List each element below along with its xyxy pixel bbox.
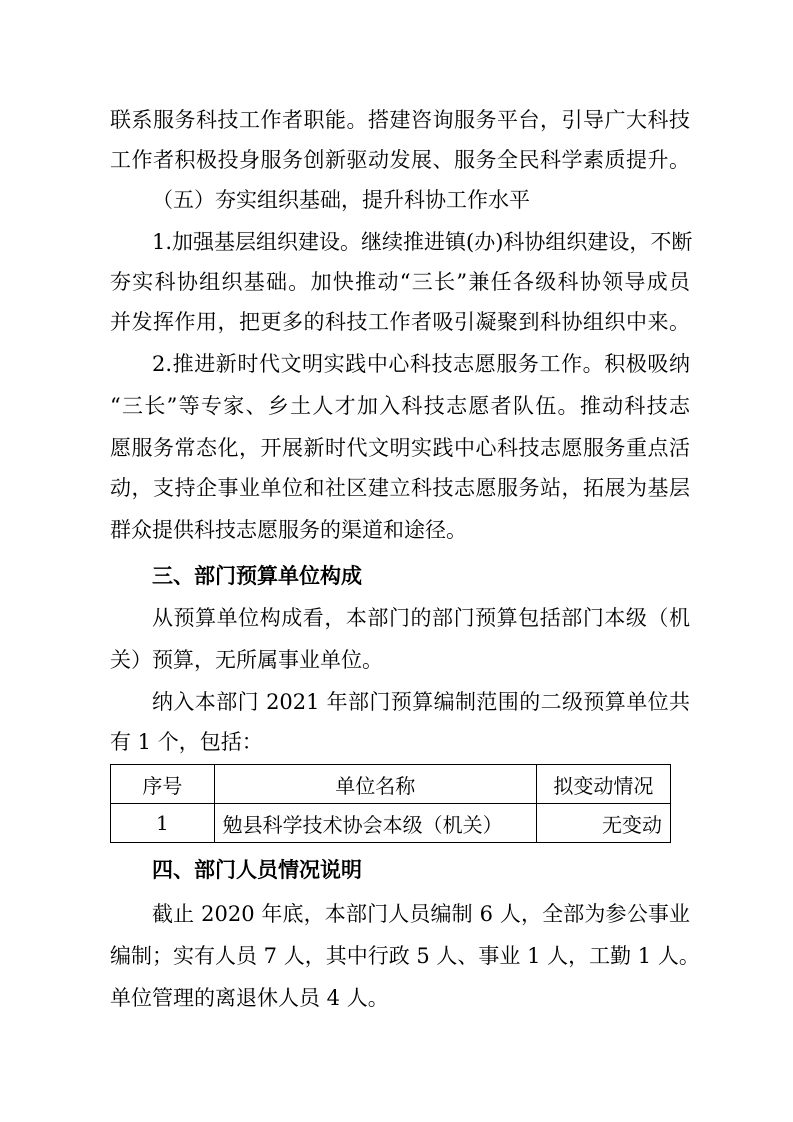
table-header-cell: 单位名称 [214,765,536,804]
budget-units-table [110,764,671,843]
table-cell: 1 [111,804,215,843]
paragraph-line: 单位管理的离退休人员 4 人。 [110,986,389,1010]
paragraph-line: 关）预算，无所属事业单位。 [110,648,383,672]
section-three-heading: 三、部门预算单位构成 [152,564,362,588]
paragraph-line: 编制；实有人员 7 人，其中行政 5 人、事业 1 人，工勤 1 人。 [110,944,700,968]
table-cell: 无变动 [536,804,670,843]
paragraph-line: 联系服务科技工作者职能。搭建咨询服务平台，引导广大科技 [110,108,690,132]
paragraph-line: “三长”等专家、乡土人才加入科技志愿者队伍。推动科技志 [110,394,690,418]
paragraph-line: 有 1 个，包括： [110,730,263,754]
paragraph-line: 工作者积极投身服务创新驱动发展、服务全民科学素质提升。 [110,148,690,172]
paragraph-line: 并发挥作用，把更多的科技工作者吸引凝聚到科协组织中来。 [110,310,690,334]
paragraph-line: 从预算单位构成看，本部门的部门预算包括部门本级（机 [152,606,690,630]
subheading-five: （五）夯实组织基础，提升科协工作水平 [152,188,530,212]
paragraph-line: 群众提供科技志愿服务的渠道和途径。 [110,518,467,542]
paragraph-line: 夯实科协组织基础。加快推动“三长”兼任各级科协领导成员 [110,270,690,294]
section-four-heading: 四、部门人员情况说明 [152,858,362,882]
paragraph-line: 截止 2020 年底，本部门人员编制 6 人，全部为参公事业 [152,902,690,926]
table-row [111,804,671,843]
paragraph-line: 1.加强基层组织建设。继续推进镇(办)科协组织建设，不断 [152,230,693,254]
table-header-cell: 拟变动情况 [536,765,670,804]
paragraph-line: 纳入本部门 2021 年部门预算编制范围的二级预算单位共 [152,690,690,714]
paragraph-line: 愿服务常态化，开展新时代文明实践中心科技志愿服务重点活 [110,436,690,460]
paragraph-line: 动，支持企事业单位和社区建立科技志愿服务站，拓展为基层 [110,476,690,500]
table-cell: 勉县科学技术协会本级（机关） [214,804,536,843]
table-header-row [111,765,671,804]
table-header-cell: 序号 [111,765,215,804]
paragraph-line: 2.推进新时代文明实践中心科技志愿服务工作。积极吸纳 [152,352,690,376]
